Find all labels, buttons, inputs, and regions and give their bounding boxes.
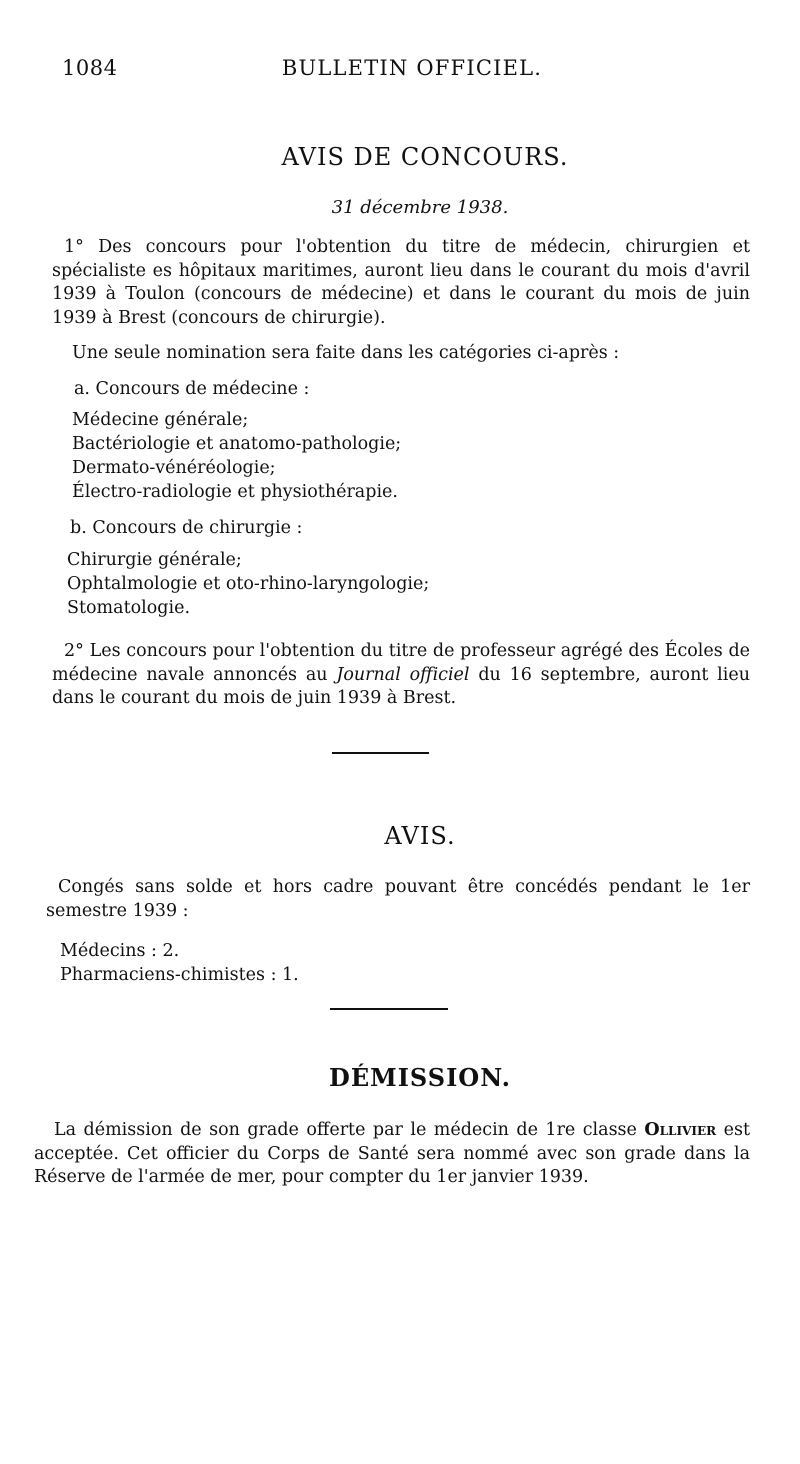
- chirurgie-label: b. Concours de chirurgie :: [70, 518, 303, 538]
- medecine-label: a. Concours de médecine :: [74, 379, 310, 399]
- list-item: Ophtalmologie et oto-rhino-laryngologie;: [67, 574, 430, 594]
- list-item: Bactériologie et anatomo-pathologie;: [72, 434, 402, 454]
- list-item: Médecine générale;: [72, 410, 249, 430]
- list-item: Électro-radiologie et physiothérapie.: [72, 482, 398, 502]
- paragraph-text: 2° Les concours pour l'obtention du titre de professeur agrégé des Écoles de médecine navale annoncés au: [52, 641, 750, 685]
- paragraph-text: La démission de son grade offerte par le médecin de 1re classe: [54, 1120, 637, 1140]
- paragraph-conges: Congés sans solde et hors cadre pouvant être concédés pendant le 1er semestre 1939 :: [46, 877, 750, 921]
- page-header: [62, 56, 742, 86]
- officer-name: Ollivier: [644, 1120, 717, 1140]
- section-title-avis: AVIS.: [384, 822, 456, 850]
- paragraph-concours-2: [52, 640, 750, 711]
- running-title: BULLETIN OFFICIEL.: [281, 56, 543, 80]
- journal-title: Journal officiel: [336, 664, 470, 685]
- page-number: 1084: [62, 56, 118, 80]
- section-title-avis-de-concours: AVIS DE CONCOURS.: [281, 143, 569, 171]
- list-item: Chirurgie générale;: [67, 550, 242, 570]
- notice-date: 31 décembre 1938.: [331, 197, 509, 218]
- paragraph-text: est acceptée. Cet officier du Corps de Santé sera nommé avec son grade dans la Réserve de l'armée de mer, pour compter du 1er janvier 1939.: [34, 1120, 750, 1187]
- conges-list: [60, 939, 299, 987]
- list-item: Médecins : 2.: [60, 941, 180, 961]
- medecine-list: [72, 408, 401, 504]
- section-divider: [332, 752, 429, 754]
- chirurgie-list: [67, 548, 429, 620]
- paragraph-nomination: Une seule nomination sera faite dans les catégories ci-après :: [72, 343, 620, 363]
- section-title-demission: DÉMISSION.: [329, 1063, 511, 1092]
- list-item: Stomatologie.: [67, 598, 191, 618]
- section-divider: [330, 1008, 448, 1010]
- paragraph-text: du 16 septembre, auront lieu dans le courant du mois de juin 1939 à Brest.: [52, 664, 750, 708]
- list-item: Dermato-vénéréologie;: [72, 458, 276, 478]
- paragraph-demission: [34, 1119, 750, 1190]
- list-item: Pharmaciens-chimistes : 1.: [60, 965, 299, 985]
- paragraph-concours-1: 1° Des concours pour l'obtention du titre de médecin, chirurgien et spécialiste es hôpitaux maritimes, auront lieu dans le courant du mois d'avril 1939 à Toulon (concours de médecine) et dans le courant du mois de juin 1939 à Brest (concours de chirurgie).: [52, 237, 750, 328]
